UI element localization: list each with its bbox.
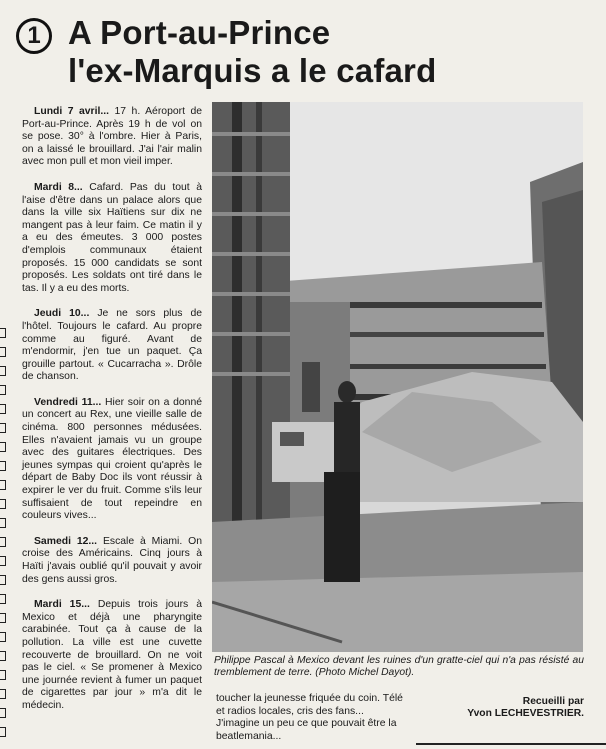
margin-tick (0, 404, 6, 414)
margin-tick (0, 556, 6, 566)
margin-tick (0, 347, 6, 357)
margin-tick (0, 385, 6, 395)
entry-text: Depuis trois jours à Mexico et déjà une pharyngite carabinée. Tout ça à cause de la pollution. La ville est une cuvette recouverte de brouillard. On ne voit pas le ciel. « Se promener à Mexico une journée revient à fumer un paquet de cigarettes par jour » m'a dit le médecin. (22, 599, 202, 711)
entry-text: Escale à Miami. On croise des Américains. Cinq jours à Haïti j'avais oublié qu'il pouvait y avoir des gens aussi gros. (22, 535, 202, 585)
margin-tick (0, 727, 6, 737)
entry-paragraph (22, 397, 202, 523)
byline-author: Yvon LECHEVESTRIER. (467, 708, 584, 720)
entry-text: 17 h. Aéroport de Port-au-Prince. Après 19 h de vol on se pose. 30° à l'ombre. Hier à Paris, on a laissé le brouillard. J'ai l'air malin avec mon pull et mon vieil imper. (22, 106, 202, 168)
margin-tick (0, 537, 6, 547)
margin-tick (0, 328, 6, 338)
headline-line-2: l'ex-Marquis a le cafard (68, 52, 437, 89)
entry-day: Vendredi 11... (34, 396, 102, 408)
entry-paragraph (22, 182, 202, 295)
bottom-rule (416, 743, 606, 745)
margin-tick (0, 423, 6, 433)
entry-day: Lundi 7 avril... (34, 106, 110, 117)
article-column-left (22, 106, 202, 726)
margin-tick (0, 594, 6, 604)
entry-paragraph (22, 106, 202, 169)
margin-tick (0, 499, 6, 509)
entry-paragraph (22, 536, 202, 586)
entry-text: Je ne sors plus de l'hôtel. Toujours le cafard. Au propre comme au figuré. Avant de m'endormir, j'en tue un paquet. Ça grouille partout. « Cucarracha ». Drôle de chanson. (22, 308, 203, 383)
margin-tick (0, 651, 6, 661)
margin-tick (0, 708, 6, 718)
headline-line-1: A Port-au-Prince (68, 14, 331, 51)
margin-tick (0, 632, 6, 642)
entry-day: Mardi 8... (34, 181, 83, 193)
entry-day: Jeudi 10... (34, 308, 90, 320)
entry-day: Samedi 12... (34, 535, 98, 547)
entry-text: Cafard. Pas du tout à l'aise d'être dans un palace alors que dans la ville six Haïtiens sur dix ne mangent pas à leur faim. Ce matin il y a eu des émeutes. 3 000 postes d'emplois communaux étaient proposés. 15 000 candidats se sont proposés. Les soldats ont tiré dans le tas. Il y a eu des morts. (22, 181, 202, 294)
byline-label: Recueilli par (522, 696, 584, 707)
entry-day: Mardi 15... (34, 599, 90, 611)
margin-tick (0, 461, 6, 471)
margin-tick (0, 689, 6, 699)
entry-paragraph (22, 599, 202, 712)
margin-tick (0, 366, 6, 376)
margin-tick (0, 670, 6, 680)
section-number-badge: 1 (16, 18, 52, 54)
byline (420, 696, 584, 721)
article-continuation: toucher la jeunesse friquée du coin. Télé et radios locales, cris des fans... J'imagine un peu ce que pouvait être la beatlemania... (216, 693, 403, 742)
entry-paragraph (22, 308, 202, 384)
margin-tick (0, 442, 6, 452)
entry-text: Hier soir on a donné un concert au Rex, une vieille salle de cinéma. 800 personnes médusées. Elles n'avaient jamais vu un groupe avec des guitares électriques. Des jeunes sympas qui croient qu'après le départ de Baby Doc ils vont réussir à expirer le ver du fruit. Comme s'ils leur suffisaient de tout repeindre en couleurs vives... (22, 396, 202, 522)
margin-tick (0, 518, 6, 528)
margin-tick (0, 575, 6, 585)
margin-tick (0, 613, 6, 623)
photo-ruins (212, 102, 583, 652)
margin-tick (0, 480, 6, 490)
photo-caption: Philippe Pascal à Mexico devant les ruines d'un gratte-ciel qui n'a pas résisté au tremblement de terre. (Photo Michel Dayot). (214, 655, 584, 679)
